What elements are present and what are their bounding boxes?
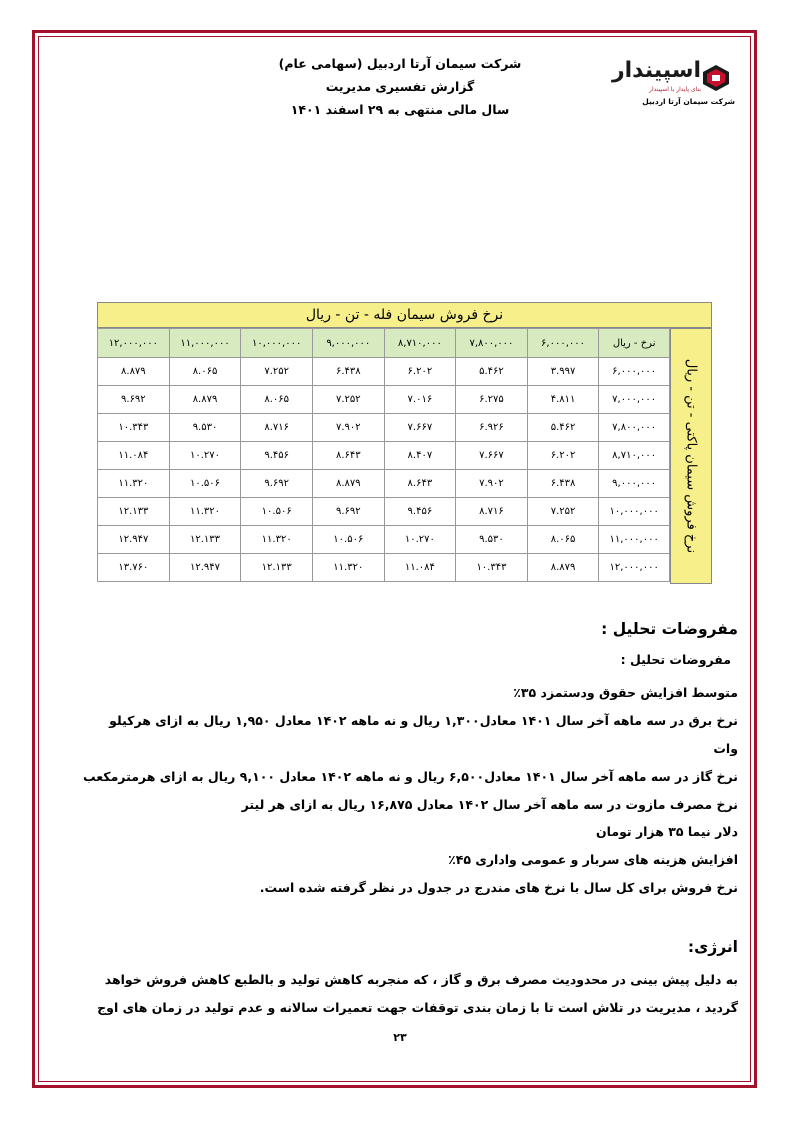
table-cell: ۶.۹۲۶ — [456, 414, 528, 442]
table-cell: ۷.۰۱۶ — [384, 386, 456, 414]
table-cell: ۷.۹۰۲ — [313, 414, 385, 442]
side-label-cell — [670, 328, 712, 584]
row-header: ۱۰,۰۰۰,۰۰۰ — [599, 498, 670, 526]
table-cell: ۹.۵۳۰ — [456, 526, 528, 554]
table-cell: ۱۰.۲۷۰ — [384, 526, 456, 554]
table-cell: ۹.۶۹۲ — [241, 470, 313, 498]
table-cell: ۵.۴۶۲ — [456, 358, 528, 386]
side-label: نرخ فروش سیمان پاکتی - تن - ریال — [683, 358, 699, 554]
table-cell: ۸.۰۶۵ — [241, 386, 313, 414]
table-cell: ۸.۸۷۹ — [527, 554, 599, 582]
row-header: ۱۲,۰۰۰,۰۰۰ — [599, 554, 670, 582]
company-title: شرکت سیمان آرتا اردبیل (سهامی عام) — [278, 56, 522, 71]
logo-company-name: شرکت سیمان آرتا اردبیل — [642, 97, 735, 106]
column-header: ۱۰,۰۰۰,۰۰۰ — [241, 329, 313, 358]
assumptions-heading: مفروضات تحلیل : — [601, 620, 738, 638]
table-cell: ۱۱.۳۲۰ — [169, 498, 241, 526]
table-cell: ۱۰.۵۰۶ — [313, 526, 385, 554]
row-header: ۸,۷۱۰,۰۰۰ — [599, 442, 670, 470]
table-row — [98, 386, 670, 414]
table-cell: ۱۳.۷۶۰ — [98, 554, 170, 582]
table-cell: ۸.۷۱۶ — [241, 414, 313, 442]
assumptions-subheading: مفروضات تحلیل : — [620, 652, 731, 667]
table-row — [98, 470, 670, 498]
row-header: ۷,۰۰۰,۰۰۰ — [599, 386, 670, 414]
table-cell: ۸.۸۷۹ — [313, 470, 385, 498]
column-header: ۹,۰۰۰,۰۰۰ — [313, 329, 385, 358]
table-row — [98, 358, 670, 386]
table-cell: ۹.۴۵۶ — [241, 442, 313, 470]
table-cell: ۱۱.۳۲۰ — [98, 470, 170, 498]
table-cell: ۹.۶۹۲ — [313, 498, 385, 526]
table-cell: ۱۰.۲۷۰ — [169, 442, 241, 470]
table-cell: ۳.۹۹۷ — [527, 358, 599, 386]
table-cell: ۱۱.۳۲۰ — [241, 526, 313, 554]
table-cell: ۶.۴۳۸ — [313, 358, 385, 386]
table-cell: ۱۲.۱۳۳ — [241, 554, 313, 582]
table-cell: ۱۰.۵۰۶ — [241, 498, 313, 526]
column-header: ۶,۰۰۰,۰۰۰ — [527, 329, 599, 358]
table-cell: ۶.۴۳۸ — [527, 470, 599, 498]
column-header: ۱۲,۰۰۰,۰۰۰ — [98, 329, 170, 358]
table-cell: ۷.۶۶۷ — [384, 414, 456, 442]
report-header — [250, 52, 550, 121]
assumption-line-1: متوسط افزایش حقوق ودستمزد ۳۵٪ — [513, 685, 738, 700]
table-cell: ۷.۶۶۷ — [456, 442, 528, 470]
column-header: ۸,۷۱۰,۰۰۰ — [384, 329, 456, 358]
column-header: ۱۱,۰۰۰,۰۰۰ — [169, 329, 241, 358]
assumption-line-7: افزایش هزینه های سربار و عمومی واداری ۴۵٪ — [448, 852, 738, 867]
table-cell: ۱۲.۱۳۳ — [169, 526, 241, 554]
table-cell: ۶.۲۰۲ — [527, 442, 599, 470]
assumption-line-2: نرخ برق در سه ماهه آخر سال ۱۴۰۱ معادل۱,۳۰۰ ریال و نه ماهه ۱۴۰۲ معادل ۱,۹۵۰ ریال به ازای هرکیلو — [109, 713, 738, 728]
report-title: گزارش تفسیری مدیریت — [325, 79, 475, 94]
table-row — [98, 442, 670, 470]
column-header: ۷,۸۰۰,۰۰۰ — [456, 329, 528, 358]
assumption-line-5: نرخ مصرف مازوت در سه ماهه آخر سال ۱۴۰۲ معادل ۱۶,۸۷۵ ریال به ازای هر لیتر — [241, 797, 738, 812]
assumption-line-8: نرخ فروش برای کل سال با نرخ های مندرج در جدول در نظر گرفته شده است. — [259, 880, 738, 895]
table-cell: ۹.۴۵۶ — [384, 498, 456, 526]
table-cell: ۱۱.۰۸۴ — [384, 554, 456, 582]
table-cell: ۸.۷۱۶ — [456, 498, 528, 526]
table-row — [98, 526, 670, 554]
table-cell: ۱۰.۳۴۳ — [98, 414, 170, 442]
table-title: نرخ فروش سیمان فله - تن - ریال — [97, 302, 712, 328]
table-cell: ۱۱.۳۲۰ — [313, 554, 385, 582]
table-cell: ۸.۰۶۵ — [169, 358, 241, 386]
table-cell: ۷.۹۰۲ — [456, 470, 528, 498]
row-header: ۷,۸۰۰,۰۰۰ — [599, 414, 670, 442]
table-cell: ۶.۲۷۵ — [456, 386, 528, 414]
assumption-line-6: دلار نیما ۳۵ هزار تومان — [595, 824, 738, 839]
logo-name: اسپیندار — [611, 58, 701, 83]
assumption-line-3: وات — [713, 741, 738, 756]
table-cell: ۴.۸۱۱ — [527, 386, 599, 414]
table-cell: ۸.۸۷۹ — [98, 358, 170, 386]
table-cell: ۷.۲۵۲ — [241, 358, 313, 386]
table-row — [98, 414, 670, 442]
table-cell: ۸.۶۴۳ — [313, 442, 385, 470]
row-header: ۹,۰۰۰,۰۰۰ — [599, 470, 670, 498]
table-cell: ۸.۰۶۵ — [527, 526, 599, 554]
table-cell: ۱۲.۹۴۷ — [169, 554, 241, 582]
table-cell: ۱۱.۰۸۴ — [98, 442, 170, 470]
table-cell: ۱۲.۹۴۷ — [98, 526, 170, 554]
table-cell: ۷.۲۵۲ — [527, 498, 599, 526]
page-number: ۲۳ — [393, 1031, 407, 1044]
table-cell: ۵.۴۶۲ — [527, 414, 599, 442]
row-header: ۱۱,۰۰۰,۰۰۰ — [599, 526, 670, 554]
table-cell: ۱۲.۱۳۳ — [98, 498, 170, 526]
company-logo — [610, 52, 745, 110]
logo-tagline: بنای پایدار با اسپیندار — [649, 86, 701, 93]
table-cell: ۸.۸۷۹ — [169, 386, 241, 414]
table-cell: ۹.۶۹۲ — [98, 386, 170, 414]
row-header: ۶,۰۰۰,۰۰۰ — [599, 358, 670, 386]
assumption-line-4: نرخ گاز در سه ماهه آخر سال ۱۴۰۱ معادل۶,۵۰۰ ریال و نه ماهه ۱۴۰۲ معادل ۹,۱۰۰ ریال به ازای هرمترمکعب — [83, 769, 738, 784]
energy-line-1: به دلیل پیش بینی در محدودیت مصرف برق و گاز ، که منجربه کاهش تولید و بالطبع کاهش فروش خواهد — [104, 972, 738, 987]
period-title: سال مالی منتهی به ۲۹ اسفند ۱۴۰۱ — [290, 102, 510, 117]
table-cell: ۹.۵۳۰ — [169, 414, 241, 442]
table-cell: ۸.۶۴۳ — [384, 470, 456, 498]
table-cell: ۱۰.۵۰۶ — [169, 470, 241, 498]
sensitivity-grid — [97, 328, 670, 582]
table-cell: ۶.۲۰۲ — [384, 358, 456, 386]
table-row — [98, 498, 670, 526]
energy-line-2: گردید ، مدیریت در تلاش است تا با زمان بندی توقفات جهت تعمیرات سالانه و عدم تولید در زمان های اوج — [97, 1000, 738, 1015]
logo-mark-icon — [702, 64, 730, 92]
energy-heading: انرژی: — [687, 938, 738, 956]
table-cell: ۸.۴۰۷ — [384, 442, 456, 470]
corner-cell: نرخ - ریال — [599, 329, 670, 358]
table-cell: ۱۰.۳۴۳ — [456, 554, 528, 582]
table-cell: ۷.۲۵۲ — [313, 386, 385, 414]
table-row — [98, 554, 670, 582]
